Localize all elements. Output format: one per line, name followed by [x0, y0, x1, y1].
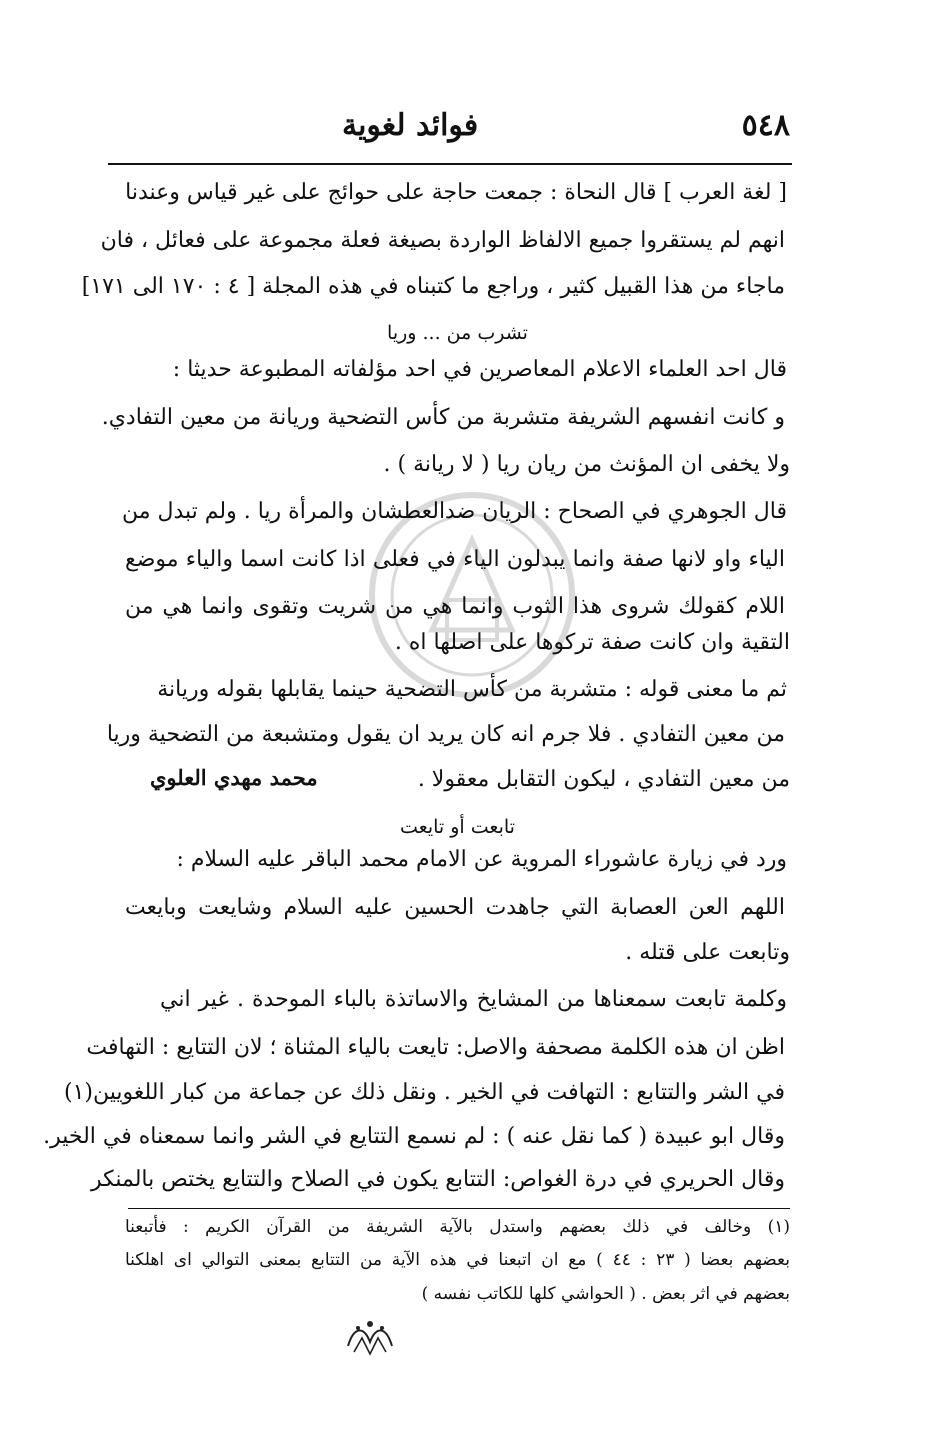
paragraph-line: الياء واو لانها صفة وانما يبدلون الياء في فعلى اذا كانت اسما والياء موضع: [125, 547, 785, 572]
paragraph-line: وتابعت على قتله .: [625, 940, 790, 965]
paragraph-line: اللام كقولك شروى هذا الثوب وانما هي من شريت وتقوى وانما هي من: [125, 594, 785, 619]
section-heading: تشرب من ... وريا: [387, 322, 528, 344]
paragraph-line: قال الجوهري في الصحاح : الريان ضدالعطشان والمرأة ريا . ولم تبدل من: [121, 499, 787, 524]
paragraph-line: وقال الحريري في درة الغواص: التتابع يكون في الصلاح والتتايع يختص بالمنكر: [91, 1167, 785, 1192]
paragraph-line: و كانت انفسهم الشريفة متشربة من كأس التضحية وريانة من معين التفادي.: [101, 405, 785, 430]
paragraph-line: انهم لم يستقروا جميع الالفاظ الواردة بصيغة فعلة مجموعة على فعائل ، فان: [100, 228, 785, 253]
paragraph-line: التقية وان كانت صفة تركوها على اصلها اه .: [394, 630, 790, 655]
paragraph-line: اظن ان هذه الكلمة مصحفة والاصل: تايعت بالياء المثناة ؛ لان التتايع : التهافت: [86, 1035, 785, 1060]
paragraph-line: وكلمة تابعت سمعناها من المشايخ والاساتذة بالباء الموحدة . غير اني: [160, 987, 787, 1012]
paragraph-line: وقال ابو عبيدة ( كما نقل عنه ) : لم نسمع التتايع في الشر وانما سمعناه في الخير.: [43, 1124, 785, 1149]
page-header: [110, 108, 790, 158]
paragraph-line: قال احد العلماء الاعلام المعاصرين في احد مؤلفاته المطبوعة حديثا :: [172, 357, 787, 382]
page-number: ٥٤٨: [741, 108, 790, 143]
footnote-line: (١) وخالف في ذلك بعضهم واستدل بالآية الشريفة من القرآن الكريم : فأتبعنا: [125, 1217, 790, 1237]
paragraph-line: من معين التفادي . فلا جرم انه كان يريد ان يقول ومتشبعة من التضحية وريا: [106, 722, 785, 747]
paragraph-line: من معين التفادي ، ليكون التقابل معقولا .: [417, 767, 790, 792]
footnote-line: بعضهم بعضا ( ٢٣ : ٤٤ ) مع ان اتبعنا في هذه الآية من التتابع بمعنى التوالي اى اهلكنا: [125, 1250, 790, 1270]
header-rule: [108, 163, 792, 165]
paragraph-line: ماجاء من هذا القبيل كثير ، وراجع ما كتبناه في هذه المجلة [ ٤ : ١٧٠ الى ١٧١]: [81, 274, 785, 299]
footnote-rule: [128, 1208, 790, 1209]
author-signature: محمد مهدي العلوي: [150, 765, 318, 790]
paragraph-line: اللهم العن العصابة التي جاهدت الحسين عليه السلام وشايعت وبايعت: [125, 895, 785, 920]
footnote-line: بعضهم في اثر بعض . ( الحواشي كلها للكاتب نفسه ): [421, 1284, 790, 1304]
decorative-flourish-icon: [340, 1316, 400, 1360]
paragraph-line: ثم ما معنى قوله : متشربة من كأس التضحية حينما يقابلها بقوله وريانة: [157, 677, 787, 702]
paragraph-line: ورد في زيارة عاشوراء المروية عن الامام محمد الباقر عليه السلام :: [176, 847, 787, 872]
paragraph-line: [ لغة العرب ] قال النحاة : جمعت حاجة على حوائج على غير قياس وعندنا: [125, 180, 787, 205]
section-heading: تابعت أو تايعت: [400, 816, 515, 838]
paragraph-line: في الشر والتتابع : التهافت في الخير . ونقل ذلك عن جماعة من كبار اللغويين(١): [63, 1080, 785, 1105]
running-title: فوائد لغوية: [342, 108, 479, 143]
paragraph-line: ولا يخفى ان المؤنث من ريان ريا ( لا ريانة ) .: [383, 452, 790, 477]
